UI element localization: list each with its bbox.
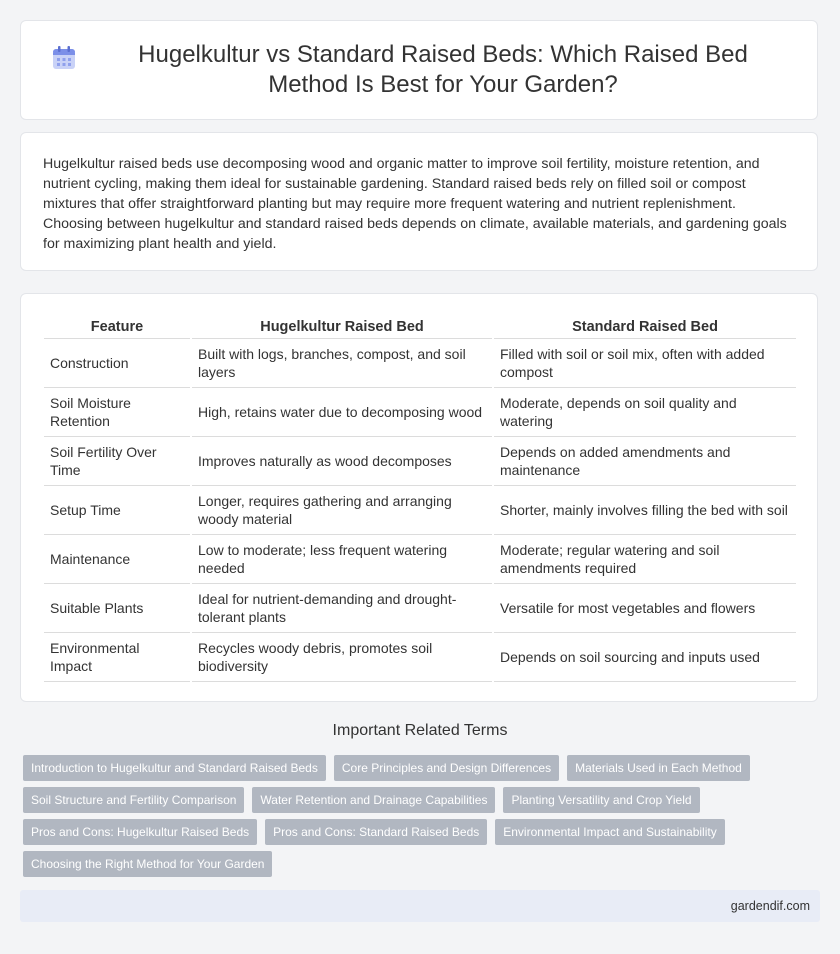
page-title: Hugelkultur vs Standard Raised Beds: Which Raised Bed Method Is Best for Your Garden?	[138, 41, 748, 98]
footer	[20, 890, 820, 922]
feature-cell: Soil Fertility Over Time	[44, 437, 190, 486]
standard-cell: Moderate; regular watering and soil amendments required	[494, 535, 796, 584]
standard-cell: Versatile for most vegetables and flowers	[494, 584, 796, 633]
intro-paragraph: Hugelkultur raised beds use decomposing wood and organic matter to improve soil fertility, moisture retention, and nutrient cycling, making them ideal for sustainable gardening. Standard raised beds rely on filled soil or compost mixtures that offer straightforward planting but may require more frequent watering and nutrient replenishment. Choosing between hugelkultur and standard raised beds depends on climate, available materials, and gardening goals for maximizing plant health and yield.	[43, 156, 787, 252]
table-row	[44, 339, 796, 388]
standard-cell: Depends on added amendments and maintenance	[494, 437, 796, 486]
hugelkultur-cell: Low to moderate; less frequent watering needed	[192, 535, 492, 584]
feature-cell: Environmental Impact	[44, 633, 190, 682]
column-header-feature: Feature	[44, 314, 190, 339]
table-row	[44, 584, 796, 633]
related-term-tag[interactable]: Choosing the Right Method for Your Garden	[23, 851, 272, 877]
hugelkultur-cell: Longer, requires gathering and arranging woody material	[192, 486, 492, 535]
feature-cell: Maintenance	[44, 535, 190, 584]
hugelkultur-cell: High, retains water due to decomposing wood	[192, 388, 492, 437]
header-card	[20, 20, 818, 120]
hugelkultur-cell: Recycles woody debris, promotes soil biodiversity	[192, 633, 492, 682]
table-row	[44, 633, 796, 682]
calendar-icon	[51, 45, 77, 71]
related-term-tag[interactable]: Water Retention and Drainage Capabilities	[252, 787, 495, 813]
comparison-table	[42, 314, 798, 682]
hugelkultur-cell: Built with logs, branches, compost, and soil layers	[192, 339, 492, 388]
related-term-tag[interactable]: Introduction to Hugelkultur and Standard Raised Beds	[23, 755, 326, 781]
standard-cell: Moderate, depends on soil quality and watering	[494, 388, 796, 437]
hugelkultur-cell: Improves naturally as wood decomposes	[192, 437, 492, 486]
related-terms-heading: Important Related Terms	[332, 722, 508, 739]
feature-cell: Construction	[44, 339, 190, 388]
table-row	[44, 437, 796, 486]
feature-cell: Setup Time	[44, 486, 190, 535]
related-term-tag[interactable]: Soil Structure and Fertility Comparison	[23, 787, 244, 813]
comparison-card	[20, 293, 818, 702]
standard-cell: Shorter, mainly involves filling the bed with soil	[494, 486, 796, 535]
related-term-tag[interactable]: Planting Versatility and Crop Yield	[503, 787, 699, 813]
table-row	[44, 388, 796, 437]
related-term-tag[interactable]: Core Principles and Design Differences	[334, 755, 559, 781]
column-header-standard: Standard Raised Bed	[494, 314, 796, 339]
hugelkultur-cell: Ideal for nutrient-demanding and drought-tolerant plants	[192, 584, 492, 633]
related-term-tag[interactable]: Pros and Cons: Hugelkultur Raised Beds	[23, 819, 257, 845]
table-row	[44, 535, 796, 584]
related-terms-list	[23, 755, 813, 883]
standard-cell: Depends on soil sourcing and inputs used	[494, 633, 796, 682]
feature-cell: Suitable Plants	[44, 584, 190, 633]
intro-card	[20, 132, 818, 271]
table-header-row	[44, 314, 796, 339]
standard-cell: Filled with soil or soil mix, often with added compost	[494, 339, 796, 388]
related-term-tag[interactable]: Materials Used in Each Method	[567, 755, 750, 781]
footer-site-link[interactable]: gardendif.com	[730, 899, 810, 913]
related-term-tag[interactable]: Environmental Impact and Sustainability	[495, 819, 724, 845]
column-header-hugelkultur: Hugelkultur Raised Bed	[192, 314, 492, 339]
related-term-tag[interactable]: Pros and Cons: Standard Raised Beds	[265, 819, 487, 845]
table-row	[44, 486, 796, 535]
feature-cell: Soil Moisture Retention	[44, 388, 190, 437]
